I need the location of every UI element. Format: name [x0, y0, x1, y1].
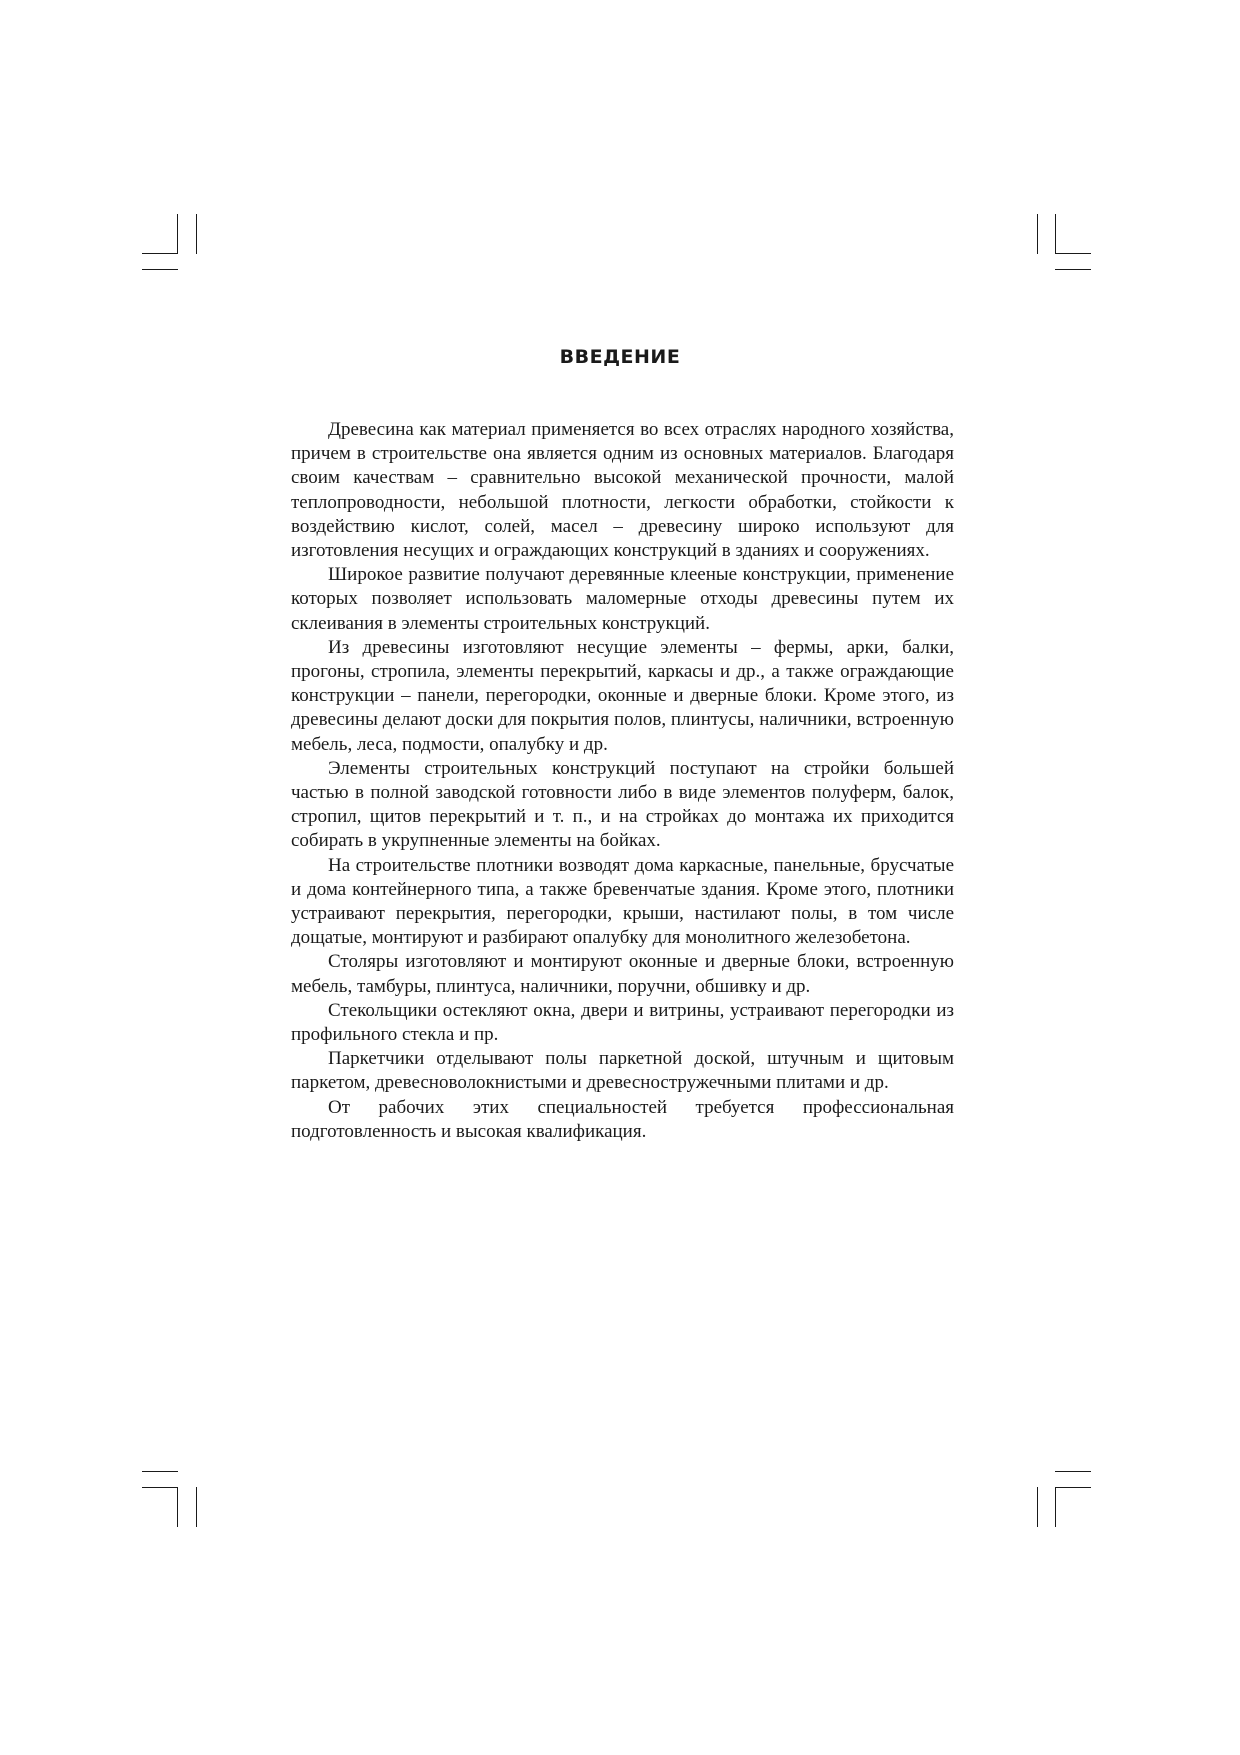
crop-mark: [1055, 269, 1091, 270]
paragraph: На строительстве плотники возводят дома каркасные, панельные, брусчатые и дома контейнерного типа, а также бревенчатые здания. Кроме этого, плотники устраивают перекрытия, перегородки, крыши, настилают полы, в том числе дощатые, монтируют и разбирают опалубку для монолитного железобетона.: [291, 854, 954, 949]
paragraph: Стекольщики остекляют окна, двери и витрины, устраивают перегородки из профильного стекла и пр.: [291, 999, 954, 1046]
crop-mark: [142, 1487, 178, 1488]
crop-mark: [196, 1487, 197, 1527]
crop-mark: [142, 253, 178, 254]
page-title: ВВЕДЕНИЕ: [559, 346, 681, 368]
crop-mark: [1037, 1487, 1038, 1527]
crop-mark: [1055, 1487, 1091, 1488]
paragraph: Паркетчики отделывают полы паркетной доской, штучным и щитовым паркетом, древесноволокнистыми и древесностружечными плитами и др.: [291, 1048, 954, 1094]
crop-mark: [177, 1487, 178, 1527]
crop-mark: [1055, 253, 1091, 254]
crop-mark: [1055, 1471, 1091, 1472]
body-text: [291, 418, 954, 1144]
crop-mark: [142, 1471, 178, 1472]
paragraph: Элементы строительных конструкций поступают на стройки большей частью в полной заводской готовности либо в виде элементов полуферм, балок, стропил, щитов перекрытий и т. п., и на стройках до монтажа их приходится собирать в укрупненные элементы на бойках.: [291, 757, 954, 852]
crop-mark: [196, 214, 197, 254]
crop-mark: [177, 214, 178, 254]
paragraph: Из древесины изготовляют несущие элементы – фермы, арки, балки, прогоны, стропила, элементы перекрытий, каркасы и др., а также ограждающие конструкции – панели, перегородки, оконные и дверные блоки. Кроме этого, из древесины делают доски для покрытия полов, плинтусы, наличники, встроенную мебель, леса, подмости, опалубку и др.: [291, 636, 954, 755]
crop-mark: [1037, 214, 1038, 254]
paragraph: От рабочих этих специальностей требуется профессиональная подготовленность и высокая квалификация.: [291, 1096, 954, 1142]
paragraph: Столяры изготовляют и монтируют оконные и дверные блоки, встроенную мебель, тамбуры, плинтуса, наличники, поручни, обшивку и др.: [291, 951, 954, 997]
paragraph: Широкое развитие получают деревянные клееные конструкции, применение которых позволяет использовать маломерные отходы древесины путем их склеивания в элементы строительных конструкций.: [291, 564, 954, 634]
crop-mark: [1055, 214, 1056, 254]
crop-mark: [142, 269, 178, 270]
crop-mark: [1055, 1487, 1056, 1527]
paragraph: Древесина как материал применяется во всех отраслях народного хозяйства, причем в строительстве она является одним из основных материалов. Благодаря своим качествам – сравнительно высокой механической прочности, малой теплопроводности, небольшой плотности, легкости обработки, стойкости к воздействию кислот, солей, масел – древесину широко используют для изготовления несущих и ограждающих конструкций в зданиях и сооружениях.: [291, 419, 954, 562]
